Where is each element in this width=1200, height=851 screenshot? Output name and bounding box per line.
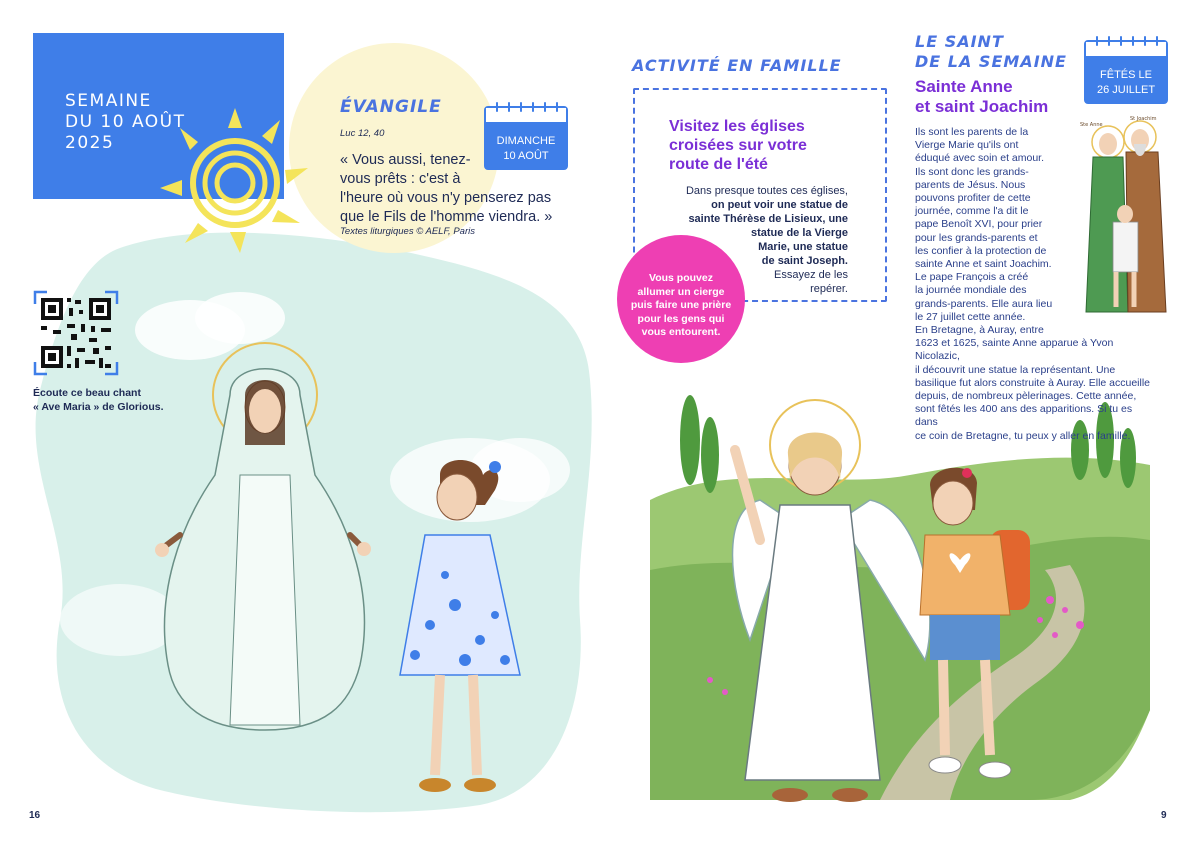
page-number-left: 16 bbox=[29, 810, 41, 821]
activity-title-line: croisées sur votre bbox=[669, 137, 807, 154]
saint-text-line: grands-parents. Elle aura lieu bbox=[915, 297, 1053, 310]
week-label-line1: SEMAINE bbox=[65, 91, 152, 111]
prayer-tip-line: Vous pouvez bbox=[649, 272, 713, 284]
saint-text-line: depuis, de nombreux pèlerinages. Cette année, bbox=[915, 390, 1137, 403]
saint-joachim-icon-label: St Joachim bbox=[1130, 116, 1157, 122]
saint-text-line: sainte Anne et saint Joachim. bbox=[915, 258, 1052, 271]
week-label-line3: 2025 bbox=[65, 133, 115, 153]
gospel-quote-line: que le Fils de l'homme viendra. » bbox=[340, 209, 553, 225]
prayer-tip-line: puis faire une prière bbox=[630, 299, 732, 311]
activity-text-line: Essayez de les bbox=[774, 269, 848, 281]
prayer-tip-line: vous entourent. bbox=[641, 326, 721, 338]
saint-text-line: Vierge Marie qu'ils ont bbox=[915, 139, 1019, 152]
activity-text-line: Dans presque toutes ces églises, bbox=[685, 185, 848, 197]
virgin-mary-illustration bbox=[150, 335, 380, 735]
saint-heading bbox=[915, 32, 1067, 72]
saint-name-line2: et saint Joachim bbox=[915, 97, 1049, 116]
saint-text-line: pour les grands-parents et bbox=[915, 231, 1038, 244]
activity-title-line: Visitez les églises bbox=[669, 118, 805, 135]
feast-date-line1: FÊTÉS LE bbox=[1100, 69, 1152, 81]
gospel-date-line1: DIMANCHE bbox=[496, 135, 556, 147]
prayer-tip-text bbox=[627, 272, 735, 340]
saint-text-line: pape Benoît XVI, pour prier bbox=[915, 218, 1043, 231]
saint-text-line: le 27 juillet cette année. bbox=[915, 310, 1026, 323]
saint-text-line: ce coin de Bretagne, tu peux y aller en famille. bbox=[915, 429, 1131, 442]
saint-text-line: il découvrit une statue la représentant. Une bbox=[915, 363, 1116, 376]
saint-text-line: Ils sont les parents de la bbox=[915, 126, 1029, 138]
activity-title bbox=[669, 117, 869, 174]
gospel-quote-line: l'heure où vous n'y penserez pas bbox=[340, 190, 552, 206]
saint-text-line: les confier à la protection de bbox=[915, 244, 1047, 257]
saint-text-line: Ils sont donc les grands- bbox=[915, 165, 1029, 178]
sun-icon bbox=[160, 108, 310, 253]
saint-text-line: 1623 et 1625, sainte Anne apparue à Yvon Nicolazic, bbox=[915, 337, 1114, 363]
saint-text-line: Le pape François a créé bbox=[915, 271, 1029, 284]
saint-name bbox=[915, 77, 1048, 117]
activity-text-line: Marie, une statue bbox=[758, 241, 848, 253]
saint-heading-line1: LE SAINT bbox=[915, 32, 1004, 51]
saint-name-line1: Sainte Anne bbox=[915, 77, 1013, 96]
gospel-quote-line: vous prêts : c'est à bbox=[340, 171, 461, 187]
activity-text-line: statue de la Vierge bbox=[750, 227, 848, 239]
listen-caption-line1: Écoute ce beau chant bbox=[33, 387, 141, 399]
gospel-quote-line: « Vous aussi, tenez- bbox=[340, 152, 471, 168]
saint-heading-line2: DE LA SEMAINE bbox=[915, 52, 1067, 71]
saint-text-line: pouvons profiter de cette bbox=[915, 192, 1031, 205]
activity-title-line: route de l'été bbox=[669, 156, 768, 173]
activity-heading: ACTIVITÉ EN FAMILLE bbox=[632, 56, 842, 75]
feast-date-line2: 26 JUILLET bbox=[1096, 84, 1156, 96]
prayer-tip-line: allumer un cierge bbox=[637, 285, 725, 298]
saint-text-line: parents de Jésus. Nous bbox=[915, 178, 1026, 191]
activity-text-line: sainte Thérèse de Lisieux, une bbox=[688, 213, 848, 225]
prayer-tip-line: pour les gens qui bbox=[637, 312, 725, 325]
gospel-heading: ÉVANGILE bbox=[340, 97, 442, 117]
listen-song-caption bbox=[33, 386, 183, 414]
qr-code-icon[interactable] bbox=[33, 290, 119, 376]
activity-text-line: repérer. bbox=[810, 283, 848, 295]
saint-text-line: journée, comme l'a dit le bbox=[915, 205, 1029, 218]
saint-text bbox=[915, 126, 1155, 443]
gospel-reference: Luc 12, 40 bbox=[340, 128, 385, 139]
gospel-credit: Textes liturgiques © AELF, Paris bbox=[340, 226, 475, 237]
saint-text-line: En Bretagne, à Auray, entre bbox=[915, 324, 1044, 337]
saint-anne-icon-label: Ste Anne bbox=[1080, 122, 1103, 128]
gospel-date-line2: 10 AOÛT bbox=[503, 150, 549, 162]
saint-text-line: basilique fut alors construite à Auray. Elle accueille bbox=[915, 376, 1151, 389]
listen-caption-line2: « Ave Maria » de Glorious. bbox=[33, 401, 164, 413]
activity-text-line: on peut voir une statue de bbox=[711, 199, 848, 211]
saint-text-line: sont fêtés les 400 ans des apparitions. Si tu es dans bbox=[915, 403, 1133, 429]
girl-hiker-illustration bbox=[905, 465, 1045, 795]
gospel-quote bbox=[340, 151, 580, 227]
activity-text-line: de saint Joseph. bbox=[761, 255, 848, 267]
feast-date-calendar bbox=[1084, 40, 1168, 104]
girl-illustration-left bbox=[395, 455, 530, 805]
page-number-right: 9 bbox=[1161, 810, 1167, 821]
saint-text-line: la journée mondiale des bbox=[915, 284, 1027, 297]
week-label-line2: DU 10 AOÛT bbox=[65, 112, 186, 132]
saint-text-line: éduqué avec soin et amour. bbox=[915, 152, 1045, 165]
